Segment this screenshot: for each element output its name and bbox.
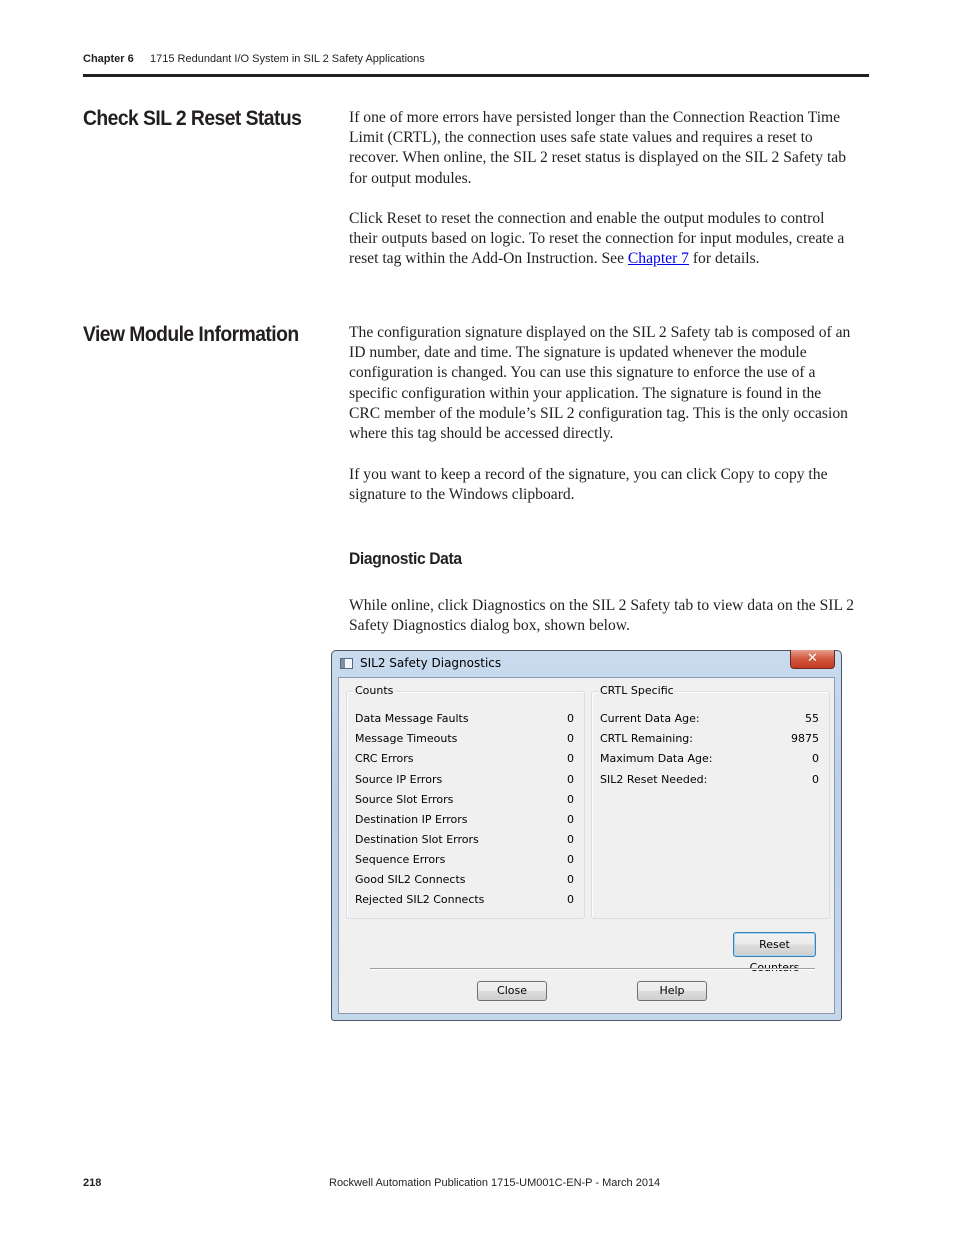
reset-status-paragraph-1: If one of more errors have persisted longer than the Connection Reaction Time Limit (CRTL), the connection uses safe state values and requires a reset to recover. When online, the SIL 2 reset status is displayed on the SIL 2 Safety tab for output modules. xyxy=(349,109,847,187)
diagnostic-paragraph: While online, click Diagnostics on the SIL 2 Safety tab to view data on the SIL 2 Safety Diagnostics dialog box, shown below. xyxy=(349,597,855,635)
count-value: 0 xyxy=(567,813,574,826)
heading-diagnostic-data: Diagnostic Data xyxy=(349,549,462,568)
crtl-specific-group xyxy=(591,684,830,919)
count-value: 0 xyxy=(567,833,574,846)
dialog-client-area xyxy=(338,677,835,1014)
count-label: Rejected SIL2 Connects xyxy=(355,893,485,906)
count-label: Sequence Errors xyxy=(355,853,446,866)
count-value: 0 xyxy=(567,732,574,745)
crtl-group-label: CRTL Specific xyxy=(600,684,674,697)
crtl-label: Maximum Data Age: xyxy=(600,752,713,765)
crtl-label: Current Data Age: xyxy=(600,712,700,725)
chapter-title: 1715 Redundant I/O System in SIL 2 Safety Applications xyxy=(150,53,425,65)
sil2-safety-diagnostics-dialog xyxy=(331,650,842,1021)
reset-status-paragraph-2: Click Reset to reset the connection and enable the output modules to control their outputs based on logic. To reset the connection for input modules, create a reset tag within the Add-On Instruction. See Chapter 7 for details. xyxy=(349,210,845,268)
count-value: 0 xyxy=(567,893,574,906)
publication-info: Rockwell Automation Publication 1715-UM001C-EN-P - March 2014 xyxy=(329,1177,661,1189)
crtl-value: 0 xyxy=(812,752,819,765)
count-label: Data Message Faults xyxy=(355,712,469,725)
page-number: 218 xyxy=(83,1177,102,1189)
count-value: 0 xyxy=(567,853,574,866)
crtl-value: 55 xyxy=(805,712,819,725)
count-label: Destination IP Errors xyxy=(355,813,468,826)
heading-view-module-information: View Module Information xyxy=(83,323,299,346)
dialog-titlebar xyxy=(332,651,841,677)
crtl-value: 0 xyxy=(812,773,819,786)
count-label: Source Slot Errors xyxy=(355,793,454,806)
count-label: Source IP Errors xyxy=(355,773,443,786)
counts-group xyxy=(346,684,585,919)
header-rule xyxy=(83,74,869,77)
crtl-label: CRTL Remaining: xyxy=(600,732,693,745)
chapter-label: Chapter 6 xyxy=(83,53,134,65)
module-info-paragraph-1: The configuration signature displayed on the SIL 2 Safety tab is composed of an ID number, date and time. The signature is updated whenever the module configuration is changed. You can use this signature to enforce the use of a specific configuration within your application. The signature is found in the CRC member of the module’s SIL 2 configuration tag. This is the only occasion where this tag should be accessed directly. xyxy=(349,324,851,443)
count-value: 0 xyxy=(567,752,574,765)
close-button[interactable]: Close xyxy=(477,981,547,1001)
reset-counters-button[interactable]: Reset Counters xyxy=(733,932,816,957)
window-icon xyxy=(340,658,353,669)
help-button[interactable]: Help xyxy=(637,981,707,1001)
close-icon: ✕ xyxy=(807,651,818,666)
chapter-7-link[interactable]: Chapter 7 xyxy=(627,250,689,268)
count-value: 0 xyxy=(567,873,574,886)
module-info-paragraph-2: If you want to keep a record of the signature, you can click Copy to copy the signature to the Windows clipboard. xyxy=(349,466,828,504)
count-label: Good SIL2 Connects xyxy=(355,873,466,886)
window-close-button[interactable] xyxy=(790,650,835,669)
crtl-value: 9875 xyxy=(791,732,819,745)
count-label: Destination Slot Errors xyxy=(355,833,479,846)
dialog-title: SIL2 Safety Diagnostics xyxy=(360,656,502,670)
counts-group-label: Counts xyxy=(355,684,394,697)
crtl-label: SIL2 Reset Needed: xyxy=(600,773,708,786)
running-header xyxy=(83,53,869,75)
page-footer xyxy=(83,1177,869,1193)
count-value: 0 xyxy=(567,712,574,725)
count-label: Message Timeouts xyxy=(355,732,458,745)
count-value: 0 xyxy=(567,773,574,786)
heading-check-sil2-reset-status: Check SIL 2 Reset Status xyxy=(83,107,302,130)
count-label: CRC Errors xyxy=(355,752,414,765)
dialog-separator xyxy=(370,968,815,970)
count-value: 0 xyxy=(567,793,574,806)
